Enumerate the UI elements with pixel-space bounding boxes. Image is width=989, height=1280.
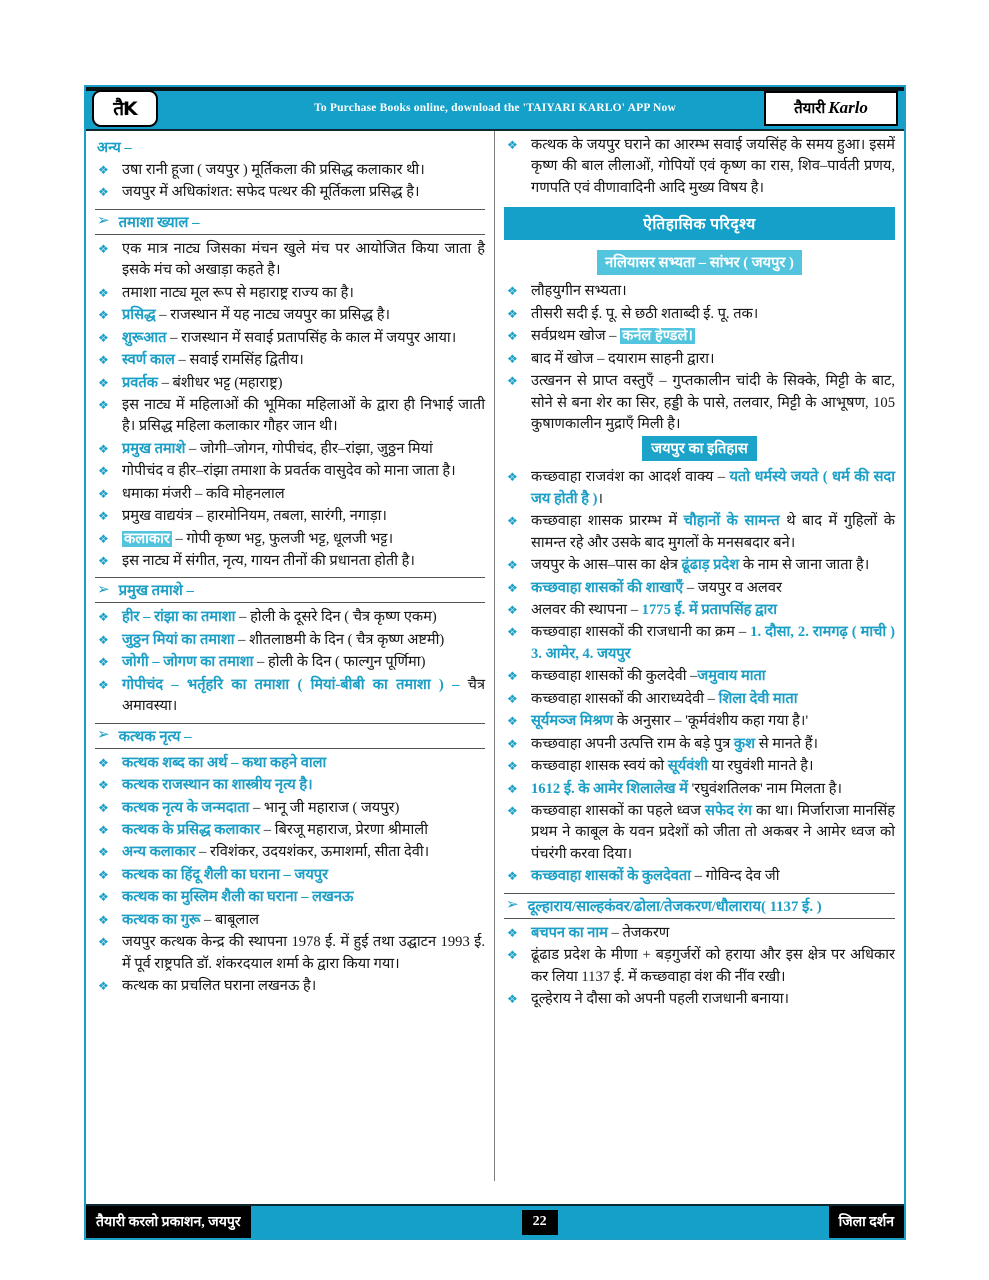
bullet-icon: ❖	[98, 163, 109, 177]
brand-logo-right-hindi: तैयारी	[794, 99, 826, 117]
list-item: ❖ कच्छवाहा शासक स्वयं को सूर्यवंशी या रघुवंशी मानते है।	[507, 758, 814, 775]
list-item: ❖ दूल्हेराय ने दौसा को अपनी पहली राजधानी बनाया।	[507, 991, 790, 1007]
list-item: ❖ शुरूआत – राजस्थान में सवाई प्रतापसिंह के काल में जयपुर आया।	[98, 329, 457, 346]
list-item: ❖ इस नाट्य में महिलाओं की भूमिका महिलाओं के द्वारा ही निभाई जाती है। प्रसिद्ध महिला कलाकार गौहर जान थी।	[98, 396, 485, 435]
list-item: ❖ एक मात्र नाट्य जिसका मंचन खुले मंच पर आयोजित किया जाता है इसके मंच को अखाड़ा कहते है।	[98, 240, 485, 279]
bullet-icon: ❖	[98, 677, 109, 692]
bullet-icon: ❖	[507, 803, 518, 818]
section-header-label: दूल्हाराय/साल्हकंवर/ढोला/तेजकरण/धौलाराय( 1137 ई. )	[527, 898, 822, 915]
bullet-icon: ❖	[507, 329, 518, 344]
list-item: ❖ हीर – रांझा का तमाशा – होली के दूसरे दिन ( चैत्र कृष्ण एकम)	[98, 609, 437, 626]
chip-naliyasar-wrap	[504, 250, 895, 275]
kathak-list	[95, 753, 485, 998]
bullet-icon: ❖	[507, 603, 518, 617]
arrow-icon: ➢	[506, 897, 519, 914]
list-item: ❖ जयपुर में अधिकांशत: सफेद पत्थर की मूर्तिकला प्रसिद्ध है।	[98, 184, 420, 201]
bullet-icon: ❖	[98, 531, 109, 546]
bullet-icon: ❖	[98, 890, 109, 905]
bullet-icon: ❖	[98, 397, 109, 412]
bullet-icon: ❖	[507, 470, 518, 485]
chip-jaipur-itihas-wrap	[504, 436, 895, 461]
chip-jaipur-ka-itihas: जयपुर का इतिहास	[642, 436, 757, 461]
bullet-icon: ❖	[98, 441, 109, 456]
brand-logo-left: तैK	[92, 90, 158, 127]
list-item: ❖ प्रवर्तक – बंशीधर भट्ट (महाराष्ट्र)	[98, 374, 283, 391]
section-header-pramukh-tamashe	[95, 577, 485, 603]
bullet-icon: ❖	[507, 714, 518, 729]
list-item: ❖ तमाशा नाट्य मूल रूप से महाराष्ट्र राज्य का है।	[98, 284, 354, 301]
anya-list	[95, 160, 485, 204]
bullet-icon: ❖	[98, 655, 109, 670]
promo-banner-text: To Purchase Books online, download the 'TAIYARI KARLO' APP Now	[314, 102, 676, 114]
two-column-body	[86, 131, 904, 1181]
list-item: ❖ कत्थक का मुस्लिम शैली का घराना – लखनऊ	[98, 889, 354, 906]
bullet-icon: ❖	[507, 948, 518, 963]
list-item: ❖ सर्वप्रथम खोज – कर्नल हेण्डले।	[507, 328, 693, 345]
bullet-icon: ❖	[507, 781, 518, 796]
bullet-icon: ❖	[98, 554, 109, 568]
section-header-label: तमाशा ख्याल –	[118, 214, 200, 231]
chip-naliyasar-sabhyata: नलियासर सभ्यता – सांभर ( जयपुर )	[597, 250, 802, 275]
list-item: ❖ प्रमुख तमाशे – जोगी–जोगन, गोपीचंद, हीर–रांझा, जुठ्ठन मियां	[98, 440, 433, 457]
list-item: ❖ जयपुर के आस–पास का क्षेत्र ढूंढाड़ प्रदेश के नाम से जाना जाता है।	[507, 557, 870, 574]
list-item: ❖ कलाकार – गोपी कृष्ण भट्ट, फुलजी भट्ट, धूलजी भट्ट।	[98, 530, 394, 547]
list-item: ❖ कत्थक नृत्य के जन्मदाता – भानू जी महाराज ( जयपुर)	[98, 799, 400, 816]
list-item: ❖ बचपन का नाम – तेजकरण	[507, 924, 670, 941]
left-column	[86, 131, 495, 1181]
bullet-icon: ❖	[507, 138, 518, 152]
section-header-label: प्रमुख तमाशे –	[118, 583, 194, 600]
list-item: ❖ अलवर की स्थापना – 1775 ई. में प्रतापसिंह द्वारा	[507, 602, 778, 618]
bullet-icon: ❖	[98, 935, 109, 950]
bullet-icon: ❖	[98, 632, 109, 647]
bullet-icon: ❖	[507, 284, 518, 299]
list-item: ❖ कत्थक का प्रचलित घराना लखनऊ है।	[98, 978, 317, 994]
document-page	[84, 85, 906, 1240]
bullet-icon: ❖	[98, 509, 109, 524]
bullet-icon: ❖	[507, 992, 518, 1006]
list-item: ❖ गोपीचंद व हीर–रांझा तमाशा के प्रवर्तक वासुदेव को माना जाता है।	[98, 463, 456, 480]
list-item: ❖ अन्य कलाकार – रविशंकर, उदयशंकर, ऊमाशर्मा, सीता देवी।	[98, 844, 430, 861]
list-item: ❖ कत्थक का हिंदू शैली का घराना – जयपुर	[98, 866, 329, 883]
bullet-icon: ❖	[507, 869, 518, 884]
list-item: ❖ सूर्यमञ्ज मिश्रण के अनुसार – 'कूर्मवंशीय कहा गया है।'	[507, 713, 809, 730]
bullet-icon: ❖	[98, 755, 109, 770]
bullet-icon: ❖	[507, 625, 518, 640]
bullet-icon: ❖	[507, 514, 518, 529]
right-column	[495, 131, 904, 1181]
bullet-icon: ❖	[98, 185, 109, 200]
bullet-icon: ❖	[98, 375, 109, 390]
pramukh-tamashe-list	[95, 607, 485, 717]
list-item: ❖ कच्छवाहा शासकों की आराध्यदेवी – शिला देवी माता	[507, 690, 798, 707]
page-header	[86, 87, 904, 131]
bullet-icon: ❖	[98, 867, 109, 882]
section-header-tamasha	[95, 209, 485, 235]
bullet-icon: ❖	[98, 912, 109, 927]
bullet-icon: ❖	[98, 800, 109, 815]
list-item: ❖ जुठ्ठन मियां का तमाशा – शीतलाष्ठमी के दिन ( चैत्र कृष्ण अष्टमी)	[98, 631, 445, 648]
bullet-icon: ❖	[98, 353, 109, 368]
bullet-icon: ❖	[98, 308, 109, 323]
list-item: ❖ कत्थक के प्रसिद्ध कलाकार – बिरजू महाराज, प्रेरणा श्रीमाली	[98, 821, 428, 838]
bullet-icon: ❖	[98, 241, 109, 256]
list-item: ❖ धमाका मंजरी – कवि मोहनलाल	[98, 485, 285, 502]
list-item: ❖ तीसरी सदी ई. पू. से छठी शताब्दी ई. पू. तक।	[507, 305, 759, 322]
naliyasar-list	[504, 281, 895, 435]
footer-center	[251, 1210, 829, 1235]
list-item: ❖ कच्छवाहा राजवंश का आदर्श वाक्य – यतो धर्मस्ये जयते ( धर्म की सदा जय होती है )।	[507, 469, 896, 507]
page-number: 22	[522, 1210, 558, 1235]
bullet-icon: ❖	[98, 330, 109, 345]
list-item: ❖ कच्छवाहा शासकों के कुलदेवता – गोविन्द देव जी	[507, 868, 780, 885]
arrow-icon: ➢	[97, 581, 110, 598]
bullet-icon: ❖	[507, 306, 518, 321]
footer-book-title: जिला दर्शन	[829, 1206, 904, 1238]
list-item: ❖ कच्छवाहा शासकों की कुलदेवी –जमुवाय माता	[507, 668, 766, 685]
bullet-icon: ❖	[98, 845, 109, 860]
bullet-icon: ❖	[507, 691, 518, 706]
bullet-icon: ❖	[98, 778, 109, 793]
bullet-icon: ❖	[507, 351, 518, 366]
footer-publisher: तैयारी करलो प्रकाशन, जयपुर	[86, 1206, 251, 1238]
section-header-label: कत्थक नृत्य –	[118, 728, 192, 745]
list-item: ❖ कत्थक के जयपुर घराने का आरम्भ सवाई जयसिंह के समय हुआ। इसमें कृष्ण की बाल लीलाओं, गोपियों एवं कृष्ण का रास, शिव–पार्वती प्रणय, गणपति एवं वीणावादिनी आदि मुख्य विषय है।	[507, 137, 895, 196]
bullet-icon: ❖	[98, 610, 109, 625]
kathak-jaipur-gharana-list	[504, 135, 895, 199]
list-item: ❖ ढूंढाड प्रदेश के मीणा + बड़गुर्जरों को हराया और इस क्षेत्र पर अधिकार कर लिया 1137 ई. में कच्छवाहा वंश की नींव रखी।	[507, 947, 895, 985]
arrow-icon: ➢	[97, 213, 110, 230]
list-item: ❖ कच्छवाहा अपनी उत्पत्ति राम के बड़े पुत्र कुश से मानते हैं।	[507, 735, 819, 752]
jaipur-itihas-list	[504, 467, 895, 887]
bullet-icon: ❖	[98, 486, 109, 501]
dulharai-list	[504, 923, 895, 1011]
page-footer	[86, 1204, 904, 1238]
bullet-icon: ❖	[98, 979, 109, 993]
bullet-icon: ❖	[507, 580, 518, 595]
brand-logo-right	[764, 91, 898, 126]
section-header-kathak	[95, 723, 485, 749]
bullet-icon: ❖	[98, 464, 109, 479]
list-item: ❖ प्रमुख वाद्ययंत्र – हारमोनियम, तबला, सारंगी, नगाड़ा।	[98, 508, 387, 525]
list-item: ❖ बाद में खोज – दयाराम साहनी द्वारा।	[507, 350, 715, 367]
list-item: ❖ स्वर्ण काल – सवाई रामसिंह द्वितीय।	[98, 352, 304, 369]
bullet-icon: ❖	[98, 822, 109, 837]
bullet-icon: ❖	[98, 285, 109, 300]
list-item: ❖ लौहयुगीन सभ्यता।	[507, 283, 627, 300]
list-item: ❖ कत्थक शब्द का अर्थ – कथा कहने वाला	[98, 754, 327, 771]
list-item: ❖ कच्छवाहा शासकों का पहले ध्वज सफेद रंग का था। मिर्जाराजा मानसिंह प्रथम ने काबूल के यवन प्रदेशों को जीता तो अकबर ने आमेर ध्वज को पंचरंगी करवा दिया।	[507, 802, 895, 862]
list-item: ❖ 1612 ई. के आमेर शिलालेख में 'रघुवंशतिलक' नाम मिलता है।	[507, 780, 843, 797]
section-header-dulharai	[504, 893, 895, 919]
list-item: ❖ जोगी – जोगण का तमाशा – होली के दिन ( फाल्गुन पूर्णिमा)	[98, 654, 426, 671]
list-item: ❖ जयपुर कत्थक केन्द्र की स्थापना 1978 ई. में हुई तथा उद्घाटन 1993 ई. में पूर्व राष्ट्रपति डॉ. शंकरदयाल शर्मा के द्वारा किया गया।	[98, 934, 485, 972]
bullet-icon: ❖	[507, 558, 518, 573]
bullet-icon: ❖	[507, 669, 518, 684]
section-title-anya: अन्य –	[97, 140, 132, 156]
brand-logo-right-latin: Karlo	[828, 98, 868, 117]
list-item: ❖ उषा रानी हूजा ( जयपुर ) मूर्तिकला की प्रसिद्ध कलाकार थी।	[98, 162, 425, 178]
list-item: ❖ कच्छवाहा शासक प्रारम्भ में चौहानों के सामन्त थे बाद में गुहिलों के सामन्त रहे और उसके बाद मुगलों के मनसबदार बने।	[507, 513, 895, 551]
list-item: ❖ कच्छवाहा शासकों की शाखाएँ – जयपुर व अलवर	[507, 579, 782, 596]
list-item: ❖ उत्खनन से प्राप्त वस्तुएँ – गुप्तकालीन चांदी के सिक्के, मिट्टी के बाट, सोने से बना शेर का सिर, हड्डी के पासे, तलवार, मिट्टी के आभूषण, 105 कुषाणकालीन मुद्राएँ मिली है।	[507, 373, 895, 432]
list-item: ❖ कत्थक का गुरू – बाबूलाल	[98, 911, 259, 928]
bullet-icon: ❖	[507, 374, 518, 389]
list-item: ❖ इस नाट्य में संगीत, नृत्य, गायन तीनों की प्रधानता होती है।	[98, 553, 415, 569]
bullet-icon: ❖	[507, 759, 518, 774]
bullet-icon: ❖	[507, 925, 518, 940]
list-item: ❖ कच्छवाहा शासकों की राजधानी का क्रम – 1. दौसा, 2. रामगढ़ ( माची ) 3. आमेर, 4. जयपुर	[507, 624, 895, 662]
banner-aitihasik-paridrishya: ऐतिहासिक परिदृश्य	[504, 207, 895, 240]
tamasha-list	[95, 239, 485, 573]
bullet-icon: ❖	[507, 736, 518, 751]
list-item: ❖ प्रसिद्ध – राजस्थान में यह नाट्य जयपुर का प्रसिद्ध है।	[98, 307, 390, 324]
list-item: ❖ गोपीचंद – भर्तृहरि का तमाशा ( मियां-बीबी का तमाशा ) – चैत्र अमावस्या।	[98, 676, 485, 715]
arrow-icon: ➢	[97, 727, 110, 744]
list-item: ❖ कत्थक राजस्थान का शास्त्रीय नृत्य है।	[98, 777, 313, 794]
